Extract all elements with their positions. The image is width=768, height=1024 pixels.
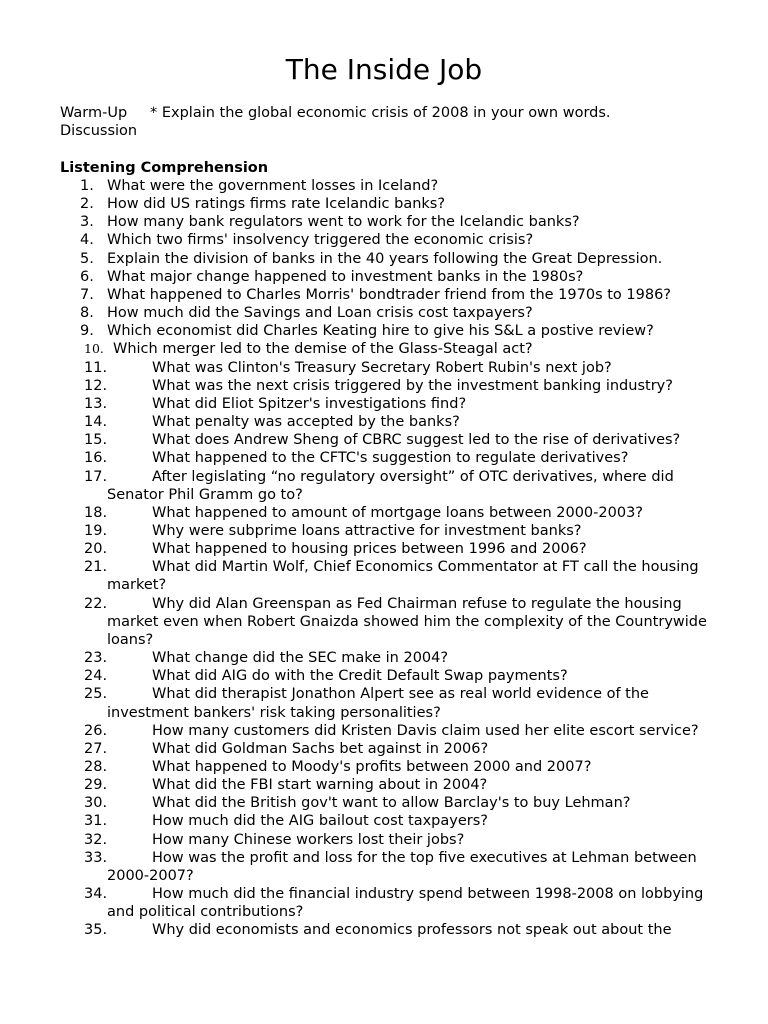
question-text: What did AIG do with the Credit Default Swap payments? — [152, 668, 568, 685]
question-item — [0, 177, 768, 195]
question-text: What did the British gov't want to allow Barclay's to buy Lehman? — [152, 795, 631, 812]
question-item — [0, 359, 768, 377]
question-text: Why were subprime loans attractive for investment banks? — [152, 522, 582, 539]
warmup-label-line2: Discussion — [60, 123, 138, 139]
question-number: 21. — [84, 559, 108, 576]
section-heading: Listening Comprehension — [60, 160, 269, 176]
question-number: 27. — [84, 740, 108, 757]
question-text: What was Clinton's Treasury Secretary Robert Rubin's next job? — [152, 359, 612, 376]
question-number: 2. — [80, 196, 94, 213]
question-number: 12. — [84, 377, 108, 394]
question-item — [0, 286, 768, 304]
question-number: 20. — [84, 541, 108, 558]
question-text: What happened to amount of mortgage loans between 2000-2003? — [152, 504, 643, 521]
question-number: 23. — [84, 650, 108, 667]
question-text: How many customers did Kristen Davis claim used her elite escort service? — [152, 722, 699, 739]
question-item — [0, 522, 768, 540]
question-text: What happened to the CFTC's suggestion to regulate derivatives? — [152, 450, 629, 467]
question-text: What penalty was accepted by the banks? — [152, 414, 460, 431]
question-number: 13. — [84, 395, 108, 412]
question-text: What was the next crisis triggered by the investment banking industry? — [152, 377, 673, 394]
question-text: Which economist did Charles Keating hire to give his S&L a postive review? — [107, 323, 654, 340]
question-text: What did the FBI start warning about in 2004? — [152, 777, 488, 794]
question-item — [0, 885, 768, 921]
question-item — [0, 667, 768, 685]
question-text: What did Eliot Spitzer's investigations find? — [152, 395, 467, 412]
question-text: What major change happened to investment banks in the 1980s? — [107, 268, 584, 285]
question-text: How many bank regulators went to work for the Icelandic banks? — [107, 214, 580, 231]
question-item — [0, 540, 768, 558]
question-item — [0, 722, 768, 740]
question-number: 19. — [84, 522, 108, 539]
question-item — [0, 395, 768, 413]
question-item — [0, 794, 768, 812]
question-number: 17. — [84, 468, 108, 485]
question-text: How much did the Savings and Loan crisis cost taxpayers? — [107, 305, 533, 322]
question-number: 18. — [84, 504, 108, 521]
question-item — [0, 449, 768, 467]
question-item — [0, 649, 768, 667]
question-item — [0, 812, 768, 830]
question-text: How was the profit and loss for the top five executives at Lehman between 2000-2007? — [107, 849, 697, 884]
question-number: 30. — [84, 795, 108, 812]
question-text: What did therapist Jonathon Alpert see as real world evidence of the investment bankers' risk taking personalities? — [107, 686, 649, 721]
question-item — [0, 268, 768, 286]
question-text: What does Andrew Sheng of CBRC suggest led to the rise of derivatives? — [152, 432, 681, 449]
question-item — [0, 377, 768, 395]
question-item — [0, 413, 768, 431]
question-item — [0, 740, 768, 758]
question-text: After legislating “no regulatory oversight” of OTC derivatives, where did Senator Phil Gramm go to? — [107, 468, 674, 503]
question-text: How much did the AIG bailout cost taxpayers? — [152, 813, 488, 830]
question-item — [0, 340, 768, 358]
question-text: Which two firms' insolvency triggered the economic crisis? — [107, 232, 534, 249]
question-item — [0, 195, 768, 213]
question-number: 34. — [84, 886, 108, 903]
question-text: What did Martin Wolf, Chief Economics Commentator at FT call the housing market? — [107, 559, 699, 594]
question-number: 9. — [80, 323, 94, 340]
question-number: 8. — [80, 305, 94, 322]
question-number: 33. — [84, 849, 108, 866]
question-item — [0, 685, 768, 721]
question-text: How many Chinese workers lost their jobs? — [152, 831, 465, 848]
warmup-prompt: * Explain the global economic crisis of 2008 in your own words. — [150, 105, 611, 121]
question-number: 22. — [84, 595, 108, 612]
question-number: 4. — [80, 232, 94, 249]
warmup-label: Warm-Up — [60, 105, 128, 121]
question-number: 35. — [84, 922, 108, 939]
question-number: 7. — [80, 286, 94, 303]
question-item — [0, 250, 768, 268]
question-number: 29. — [84, 777, 108, 794]
question-number: 6. — [80, 268, 94, 285]
question-text: What did Goldman Sachs bet against in 2006? — [152, 740, 489, 757]
question-text: Explain the division of banks in the 40 years following the Great Depression. — [107, 250, 663, 267]
question-text: How did US ratings firms rate Icelandic banks? — [107, 196, 446, 213]
question-text: What happened to Charles Morris' bondtrader friend from the 1970s to 1986? — [107, 286, 672, 303]
question-number: 10. — [84, 341, 104, 357]
page-title: The Inside Job — [285, 53, 483, 86]
question-item — [0, 213, 768, 231]
question-number: 1. — [80, 178, 94, 194]
question-number: 14. — [84, 414, 108, 431]
question-item — [0, 231, 768, 249]
question-item — [0, 776, 768, 794]
question-item — [0, 558, 768, 594]
question-list — [0, 177, 768, 940]
question-number: 15. — [84, 432, 108, 449]
question-text: Why did Alan Greenspan as Fed Chairman refuse to regulate the housing market even when Robert Gnaizda showed him the complexity of the Countrywide loans? — [107, 595, 707, 648]
warmup-row — [60, 104, 611, 122]
question-text: What change did the SEC make in 2004? — [152, 650, 449, 667]
question-number: 25. — [84, 686, 108, 703]
question-item — [0, 431, 768, 449]
question-text: Why did economists and economics professors not speak out about the — [152, 922, 672, 939]
question-item — [0, 595, 768, 649]
question-number: 31. — [84, 813, 108, 830]
question-item — [0, 849, 768, 885]
question-number: 28. — [84, 759, 108, 775]
question-item — [0, 322, 768, 340]
question-item — [0, 758, 768, 776]
question-number: 11. — [84, 359, 108, 376]
question-number: 3. — [80, 214, 94, 231]
question-text: What happened to Moody's profits between 2000 and 2007? — [152, 759, 592, 775]
question-number: 16. — [84, 450, 108, 467]
question-number: 26. — [84, 722, 108, 739]
question-item — [0, 831, 768, 849]
question-item — [0, 921, 768, 939]
question-item — [0, 304, 768, 322]
question-item — [0, 504, 768, 522]
question-item — [0, 468, 768, 504]
warmup-block — [60, 104, 611, 140]
question-number: 5. — [80, 250, 94, 267]
question-text: What were the government losses in Iceland? — [107, 178, 439, 194]
question-text: Which merger led to the demise of the Glass-Steagal act? — [113, 341, 533, 358]
question-text: What happened to housing prices between 1996 and 2006? — [152, 541, 587, 558]
question-number: 24. — [84, 668, 108, 685]
question-number: 32. — [84, 831, 108, 848]
question-text: How much did the financial industry spend between 1998-2008 on lobbying and political contributions? — [107, 886, 704, 921]
